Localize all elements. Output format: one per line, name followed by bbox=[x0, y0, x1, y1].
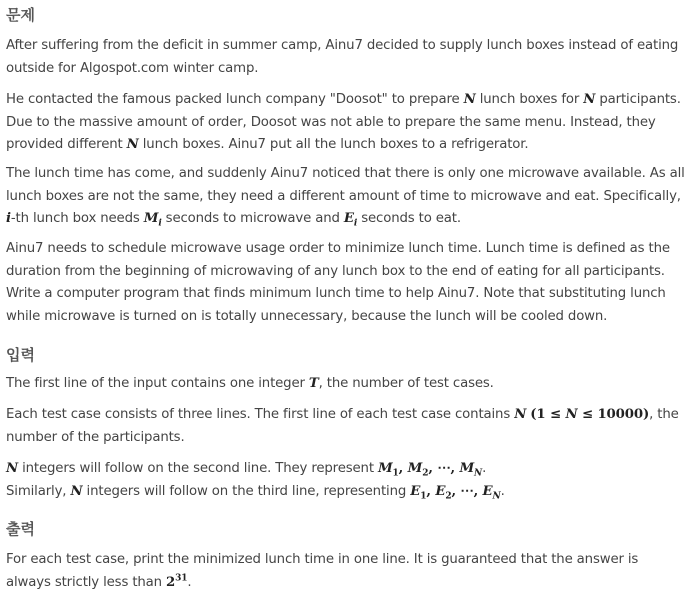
math-m: M bbox=[143, 211, 159, 227]
text: . bbox=[482, 461, 487, 476]
math-sub: 2 bbox=[422, 468, 429, 479]
text: seconds to microwave and bbox=[161, 211, 344, 227]
math-sub: N bbox=[492, 491, 501, 502]
math-n: N bbox=[565, 407, 578, 422]
math-exponent: 31 bbox=[175, 573, 188, 584]
math-sub: 2 bbox=[445, 491, 452, 502]
math-m: M bbox=[407, 461, 423, 476]
math-m: M bbox=[377, 461, 393, 476]
text: Each test case consists of three lines. The first line of each test case contains bbox=[6, 407, 515, 422]
text: The lunch time has come, and suddenly Ainu7 noticed that there is only one microwave available. As all lunch boxes are not the same, they need a different amount of time to microwave and eat. Specifically, bbox=[6, 166, 685, 204]
problem-paragraph-3 bbox=[6, 163, 687, 231]
math-e: E bbox=[410, 483, 421, 499]
math-sub-i: i bbox=[353, 218, 358, 229]
math-e: E bbox=[343, 211, 354, 227]
math-sep: , bbox=[398, 461, 408, 476]
problem-paragraph-1: After suffering from the deficit in summer camp, Ainu7 decided to supply lunch boxes instead of eating outside for Algospot.com winter camp. bbox=[6, 38, 679, 76]
math-n: N bbox=[514, 407, 527, 422]
input-heading: 입력 bbox=[6, 346, 35, 364]
text: . bbox=[187, 574, 192, 590]
text: participants. Due to the massive amount of order, Doosot was not able to prepare the same menu. Instead, they provided different bbox=[6, 92, 681, 153]
text: integers will follow on the second line. They represent bbox=[18, 461, 378, 476]
text: For each test case, print the minimized lunch time in one line. It is guaranteed that the answer is always strictly less than bbox=[6, 552, 639, 590]
math-e: E bbox=[435, 483, 446, 499]
math-sub: 1 bbox=[392, 468, 399, 479]
math-e: E bbox=[482, 483, 493, 499]
math-dots: ⋯ bbox=[460, 483, 474, 499]
text: Similarly, bbox=[6, 483, 71, 499]
text: He contacted the famous packed lunch company "Doosot" to prepare bbox=[6, 92, 464, 107]
text: , the number of test cases. bbox=[318, 376, 494, 391]
math-n: N bbox=[583, 92, 596, 107]
problem-paragraph-4: Ainu7 needs to schedule microwave usage order to minimize lunch time. Lunch time is defined as the duration from the beginning of microwaving of any lunch box to the end of eating for all participants. Write a computer program that finds minimum lunch time to help Ainu7. Note that substituting lunch while microwave is turned on is totally unnecessary, because the lunch will be cooled down. bbox=[6, 241, 670, 324]
input-line-1 bbox=[6, 373, 687, 396]
text: , the number of the participants. bbox=[6, 407, 679, 445]
math-sep: , bbox=[450, 461, 460, 476]
math-t: T bbox=[308, 376, 319, 391]
math-dots: ⋯ bbox=[437, 461, 451, 476]
math-n: N bbox=[6, 461, 19, 476]
math-n: N bbox=[126, 137, 139, 153]
math-n: N bbox=[463, 92, 476, 107]
math-range-close: ≤ 10000) bbox=[577, 407, 650, 422]
math-sep: , bbox=[426, 483, 436, 499]
output-heading: 출력 bbox=[6, 520, 35, 538]
math-n: N bbox=[70, 483, 83, 499]
text: . bbox=[500, 483, 505, 499]
input-line-3 bbox=[6, 458, 687, 503]
math-sep: , bbox=[451, 483, 461, 499]
math-base: 2 bbox=[166, 574, 176, 590]
text: lunch boxes. Ainu7 put all the lunch boxes to a refrigerator. bbox=[138, 137, 529, 153]
input-line-2 bbox=[6, 404, 687, 449]
output-line-1 bbox=[6, 549, 687, 594]
text: lunch boxes for bbox=[475, 92, 584, 107]
text: seconds to eat. bbox=[357, 211, 461, 227]
math-range-open: (1 ≤ bbox=[530, 407, 566, 422]
math-i: i bbox=[6, 211, 11, 227]
math-m: M bbox=[459, 461, 475, 476]
problem-heading: 문제 bbox=[6, 6, 35, 24]
math-sep: , bbox=[428, 461, 438, 476]
math-sub: 1 bbox=[420, 491, 427, 502]
math-sub-i: i bbox=[158, 218, 162, 229]
math-sub: N bbox=[474, 468, 483, 479]
text: The first line of the input contains one integer bbox=[6, 376, 309, 391]
problem-paragraph-2 bbox=[6, 89, 687, 157]
text: integers will follow on the third line, representing bbox=[82, 483, 411, 499]
math-sep: , bbox=[473, 483, 483, 499]
text: -th lunch box needs bbox=[10, 211, 144, 227]
